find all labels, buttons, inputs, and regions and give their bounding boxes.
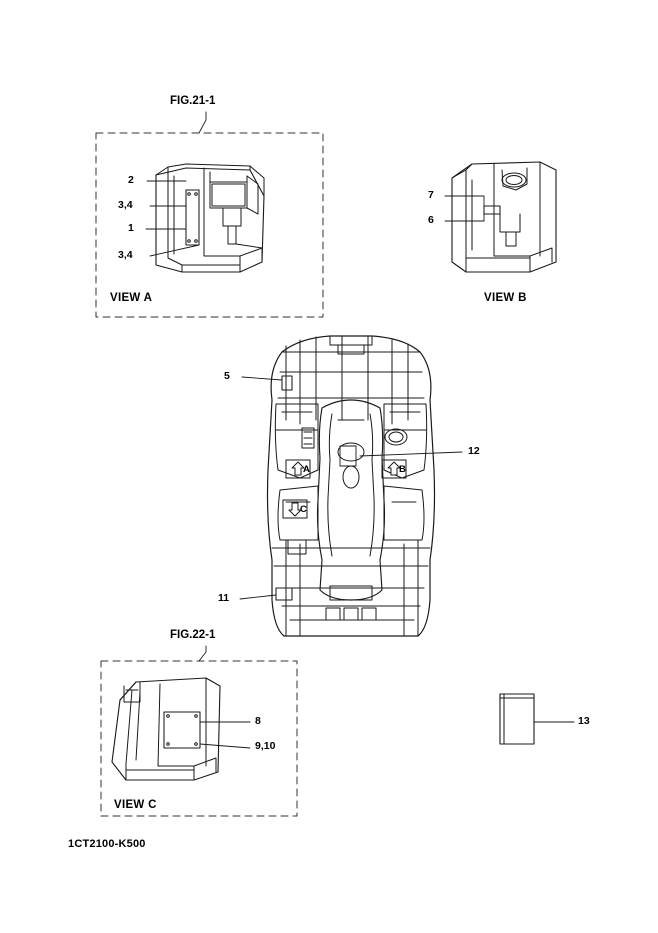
view-marker-c: C xyxy=(300,504,307,515)
callout-9-10: 9,10 xyxy=(255,740,276,752)
callout-6: 6 xyxy=(428,214,434,226)
figure-label-fig21: FIG.21-1 xyxy=(170,95,216,107)
callout-2: 2 xyxy=(128,174,134,186)
callout-8: 8 xyxy=(255,715,261,727)
callout-7: 7 xyxy=(428,189,434,201)
callout-13: 13 xyxy=(578,715,590,727)
callout-11: 11 xyxy=(218,592,230,604)
view-c-frame xyxy=(101,661,297,816)
callout-1: 1 xyxy=(128,222,134,234)
callout-3-4-lower: 3,4 xyxy=(118,249,133,261)
view-label-a: VIEW A xyxy=(110,292,153,304)
callout-3-4-upper: 3,4 xyxy=(118,199,133,211)
view-label-b: VIEW B xyxy=(484,292,527,304)
view-b-art xyxy=(452,162,556,272)
view-a-art xyxy=(156,164,264,272)
document-part-number: 1CT2100-K500 xyxy=(68,838,146,850)
part-13-art xyxy=(500,694,534,744)
callout-5: 5 xyxy=(224,370,230,382)
figure-label-fig22: FIG.22-1 xyxy=(170,629,216,641)
view-label-c: VIEW C xyxy=(114,799,157,811)
view-marker-b: B xyxy=(399,464,406,475)
main-atv-art xyxy=(268,336,435,636)
view-marker-a: A xyxy=(303,464,310,475)
callout-12: 12 xyxy=(468,445,480,457)
view-c-art xyxy=(112,678,220,780)
